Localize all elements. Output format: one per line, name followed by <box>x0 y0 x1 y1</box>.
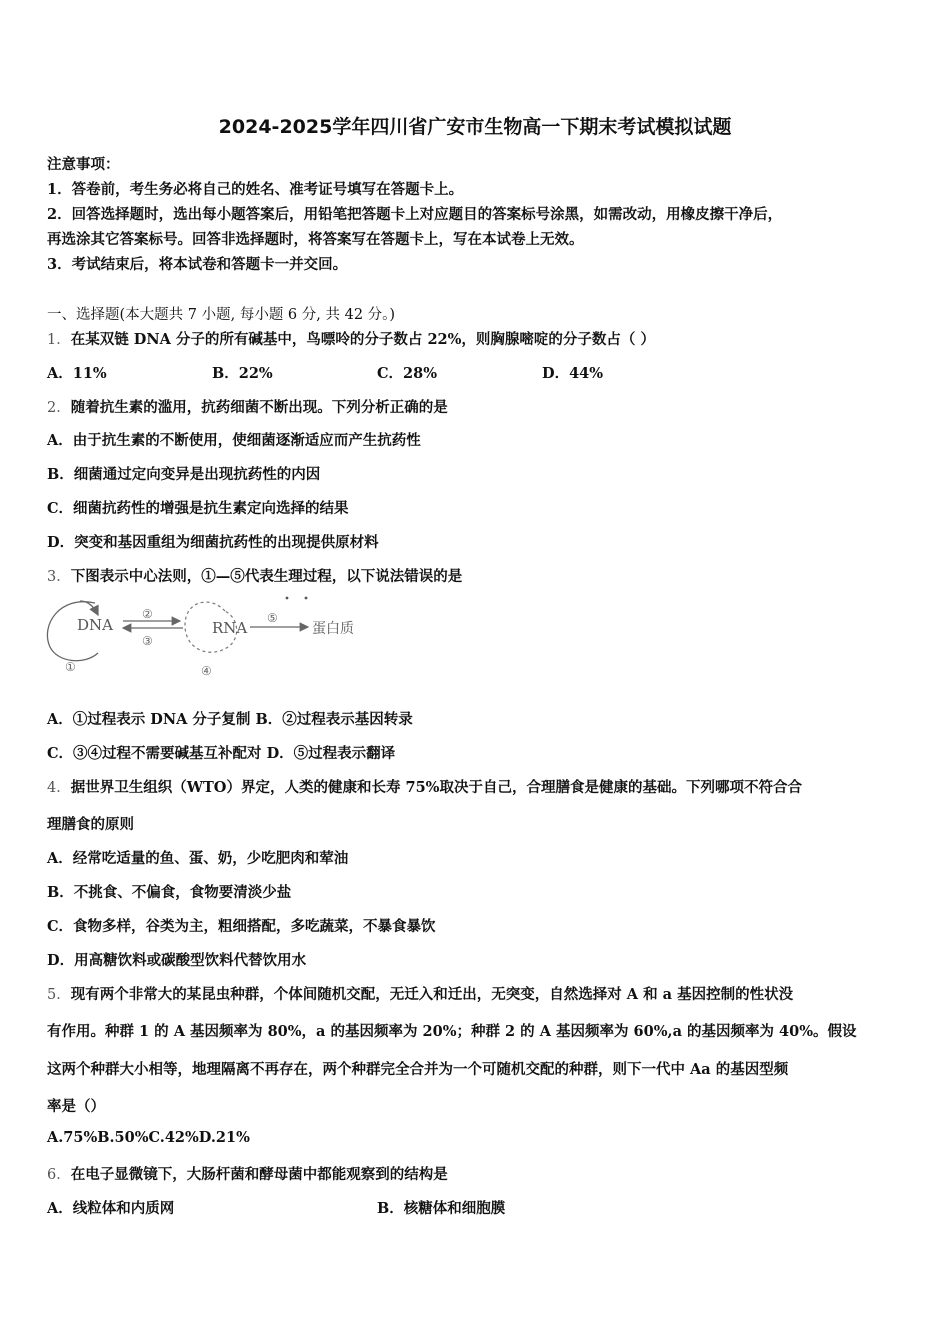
option-d: D．突变和基因重组为细菌抗药性的出现提供原材料 <box>47 534 379 551</box>
question-text: 随着抗生素的滥用，抗药细菌不断出现。下列分析正确的是 <box>70 399 448 416</box>
question-1 <box>47 328 655 349</box>
option-c: C．食物多样，谷类为主，粗细搭配，多吃蔬菜，不暴食暴饮 <box>47 918 436 935</box>
option-b: B．核糖体和细胞膜 <box>377 1200 506 1217</box>
question-number: 1． <box>47 332 71 348</box>
option-d: D．用高糖饮料或碳酸型饮料代替饮用水 <box>47 952 307 969</box>
option-b: B．22% <box>212 365 273 382</box>
notice-heading: 注意事项： <box>47 156 120 173</box>
page-title: 2024-2025学年四川省广安市生物高一下期末考试模拟试题 <box>218 116 732 138</box>
question-text: 在电子显微镜下，大肠杆菌和酵母菌中都能观察到的结构是 <box>70 1166 448 1183</box>
option-a: A．线粒体和内质网 <box>47 1200 175 1217</box>
question-2 <box>47 396 448 417</box>
q6-options <box>47 1197 847 1217</box>
question-text: 现有两个非常大的某昆虫种群，个体间随机交配，无迁入和迁出，无突变，自然选择对 A 和 a 基因控制的性状没 <box>70 986 794 1003</box>
q1-options <box>47 362 847 382</box>
process-4-label: ④ <box>201 664 212 678</box>
section-heading: 一、选择题(本大题共 7 小题, 每小题 6 分, 共 42 分。) <box>47 307 396 323</box>
question-number: 2． <box>47 400 71 416</box>
question-text-cont: 有作用。种群 1 的 A 基因频率为 80%，a 的基因频率为 20%；种群 2 的 A 基因频率为 60%,a 的基因频率为 40%。假设 <box>47 1023 857 1040</box>
protein-label: 蛋白质 <box>312 621 354 637</box>
option-c: C．细菌抗药性的增强是抗生素定向选择的结果 <box>47 500 349 517</box>
central-dogma-diagram <box>40 595 380 685</box>
process-5-label: ⑤ <box>267 611 278 625</box>
question-5 <box>47 983 793 1004</box>
replication-arrow <box>80 601 98 615</box>
rna-label: RNA <box>212 619 248 637</box>
option-c: C．28% <box>377 365 437 382</box>
question-number: 6． <box>47 1167 71 1183</box>
option-d: D．44% <box>542 365 604 382</box>
question-number: 4． <box>47 780 71 796</box>
q3-options-cd: C．③④过程不需要碱基互补配对 D．⑤过程表示翻译 <box>47 745 396 762</box>
question-number: 3． <box>47 569 71 585</box>
option-a: A．经常吃适量的鱼、蛋、奶，少吃肥肉和荤油 <box>47 850 349 867</box>
notice-item: 1．答卷前，考生务必将自己的姓名、准考证号填写在答题卡上。 <box>47 181 464 198</box>
q5-options: A.75%B.50%C.42%D.21% <box>47 1129 250 1146</box>
option-b: B．细菌通过定向变异是出现抗药性的内因 <box>47 466 321 483</box>
question-text-cont: 理膳食的原则 <box>47 816 134 833</box>
question-6 <box>47 1163 448 1184</box>
question-text: 在某双链 DNA 分子的所有碱基中，鸟嘌呤的分子数占 22%，则胸腺嘧啶的分子数占（ ） <box>70 331 655 348</box>
question-3 <box>47 565 462 586</box>
dna-label: DNA <box>77 616 113 634</box>
dot-mark <box>305 597 308 600</box>
question-number: 5． <box>47 987 71 1003</box>
q3-options-ab: A．①过程表示 DNA 分子复制 B．②过程表示基因转录 <box>47 711 413 728</box>
option-a: A．由于抗生素的不断使用，使细菌逐渐适应而产生抗药性 <box>47 432 421 449</box>
question-4 <box>47 776 802 797</box>
notice-item: 再选涂其它答案标号。回答非选择题时，将答案写在答题卡上，写在本试卷上无效。 <box>47 231 584 248</box>
notice-item: 2．回答选择题时，选出每小题答案后，用铅笔把答题卡上对应题目的答案标号涂黑，如需改动，用橡皮擦干净后， <box>47 206 783 223</box>
option-a: A．11% <box>47 365 107 382</box>
process-2-label: ② <box>142 607 153 621</box>
question-text-cont: 这两个种群大小相等，地理隔离不再存在，两个种群完全合并为一个可随机交配的种群，则下一代中 Aa 的基因型频 <box>47 1061 789 1078</box>
question-text-cont: 率是（） <box>47 1098 105 1115</box>
notice-item: 3．考试结束后，将本试卷和答题卡一并交回。 <box>47 256 348 273</box>
process-1-label: ① <box>65 660 76 674</box>
process-3-label: ③ <box>142 634 153 648</box>
option-b: B．不挑食、不偏食，食物要清淡少盐 <box>47 884 292 901</box>
question-text: 下图表示中心法则，①—⑤代表生理过程，以下说法错误的是 <box>70 568 463 585</box>
question-text: 据世界卫生组织（WTO）界定，人类的健康和长寿 75%取决于自己，合理膳食是健康的基础。下列哪项不符合合 <box>70 779 802 796</box>
dot-mark <box>286 597 289 600</box>
